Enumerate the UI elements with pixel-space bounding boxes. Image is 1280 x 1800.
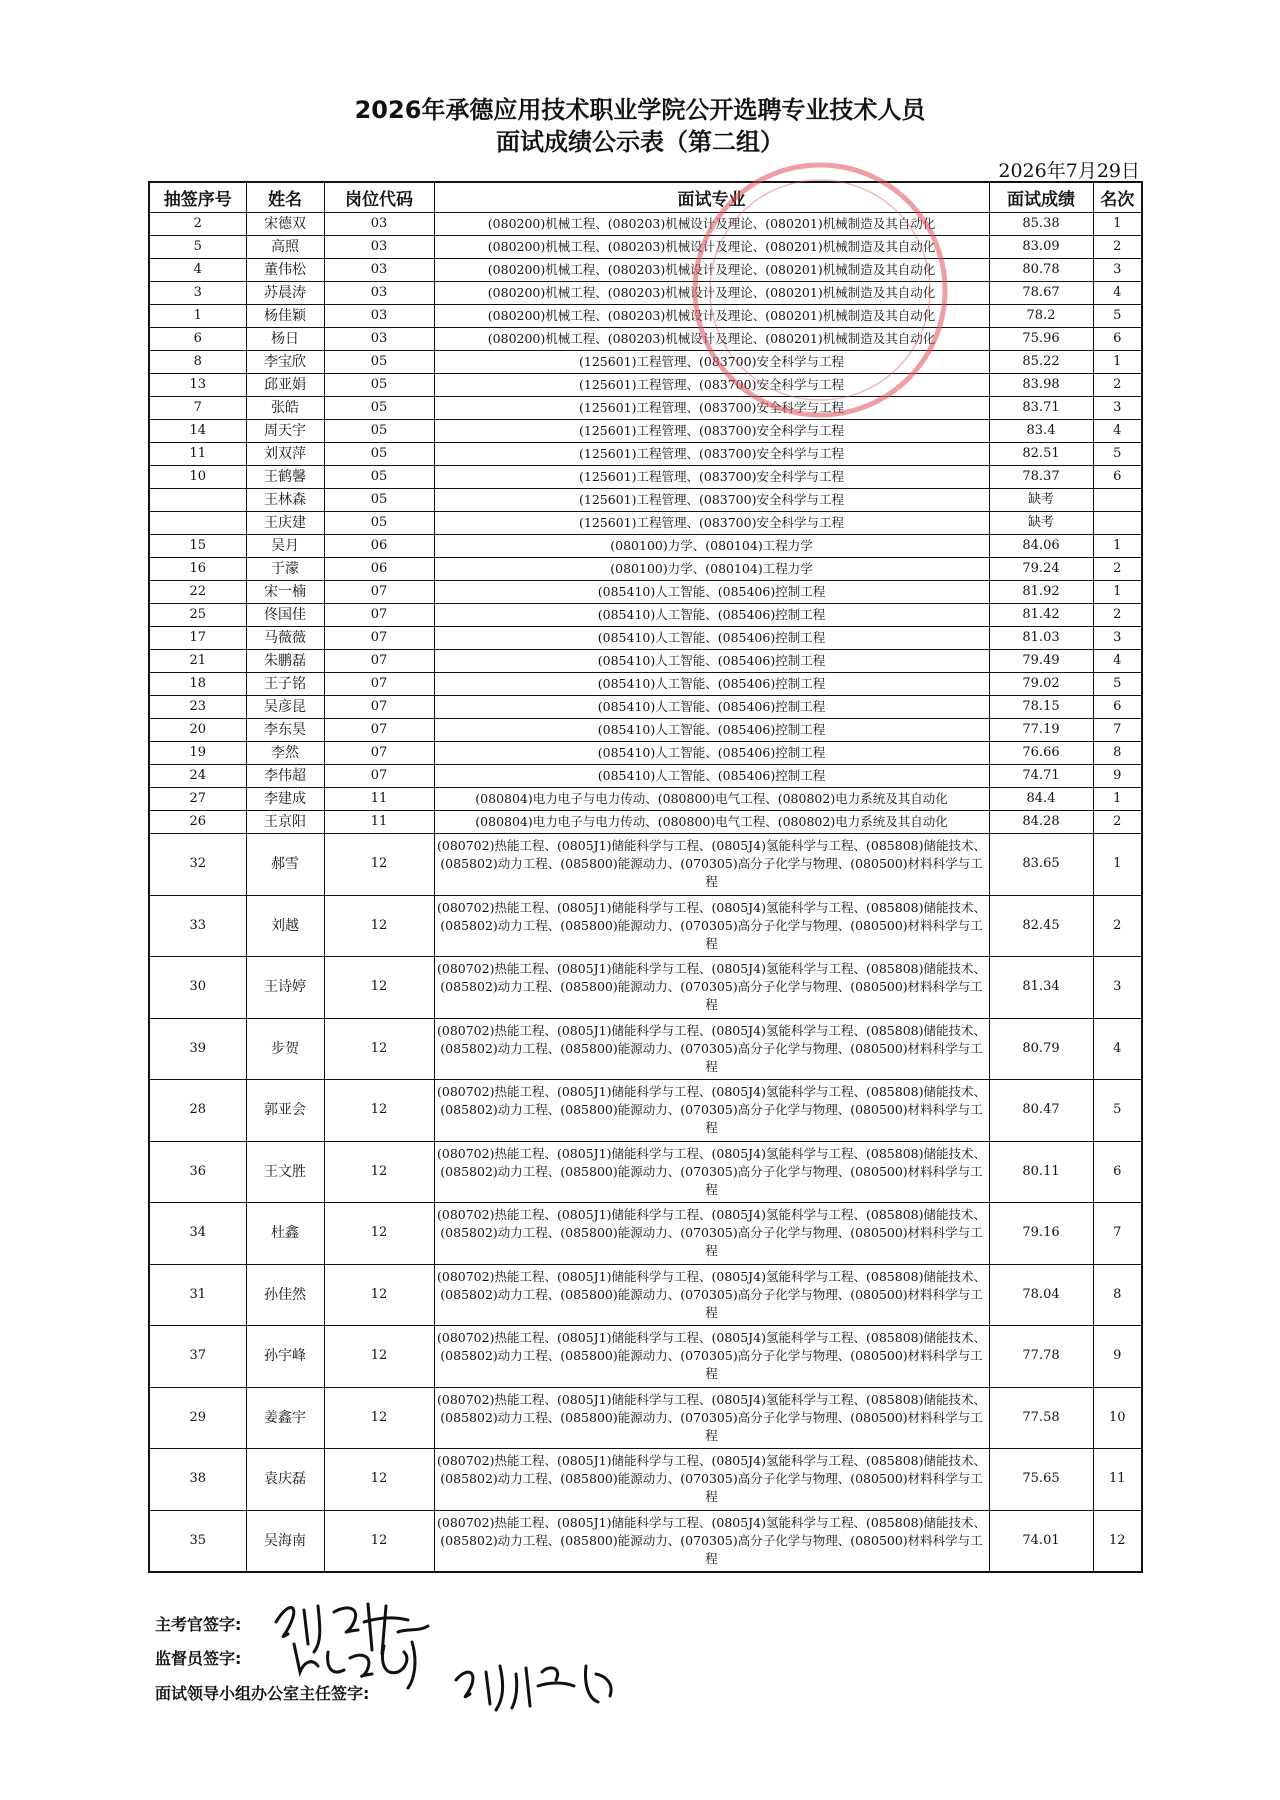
draw-number-cell: 8: [149, 351, 246, 374]
score-cell: 79.16: [989, 1203, 1093, 1265]
table-row: [149, 489, 1142, 512]
post-code-cell: 12: [324, 834, 434, 896]
table-row: [149, 1080, 1142, 1142]
major-cell: (080702)热能工程、(0805J1)储能科学与工程、(0805J4)氢能科学与工程、(085808)储能技术、(085802)动力工程、(085800)能源动力、(070305)高分子化学与物理、(080500)材料科学与工程: [434, 1264, 989, 1326]
major-cell: (080804)电力电子与电力传动、(080800)电气工程、(080802)电力系统及其自动化: [434, 811, 989, 834]
draw-number-cell: 4: [149, 259, 246, 282]
post-code-cell: 03: [324, 328, 434, 351]
draw-number-cell: [149, 512, 246, 535]
office-director-signature: [446, 1650, 626, 1716]
draw-number-cell: 38: [149, 1449, 246, 1511]
score-cell: 77.58: [989, 1387, 1093, 1449]
name-cell: 刘越: [246, 895, 324, 957]
major-cell: (085410)人工智能、(085406)控制工程: [434, 719, 989, 742]
publish-date: 2026年7月29日: [998, 160, 1140, 182]
score-cell: 79.02: [989, 673, 1093, 696]
post-code-cell: 12: [324, 957, 434, 1019]
draw-number-cell: 22: [149, 581, 246, 604]
draw-number-cell: 1: [149, 305, 246, 328]
name-cell: 宋一楠: [246, 581, 324, 604]
post-code-cell: 12: [324, 1387, 434, 1449]
major-cell: (080200)机械工程、(080203)机械设计及理论、(080201)机械制造及其自动化: [434, 282, 989, 305]
major-cell: (125601)工程管理、(083700)安全科学与工程: [434, 443, 989, 466]
name-cell: 张皓: [246, 397, 324, 420]
name-cell: 郭亚会: [246, 1080, 324, 1142]
post-code-cell: 07: [324, 581, 434, 604]
draw-number-cell: 3: [149, 282, 246, 305]
rank-cell: 1: [1093, 535, 1142, 558]
major-cell: (125601)工程管理、(083700)安全科学与工程: [434, 420, 989, 443]
rank-cell: 2: [1093, 811, 1142, 834]
name-cell: 王鹤馨: [246, 466, 324, 489]
rank-cell: 6: [1093, 1141, 1142, 1203]
rank-cell: 4: [1093, 420, 1142, 443]
table-row: [149, 765, 1142, 788]
document-title: 2026年承德应用技术职业学院公开选聘专业技术人员: [354, 96, 926, 124]
post-code-cell: 12: [324, 1326, 434, 1388]
score-cell: 82.51: [989, 443, 1093, 466]
major-cell: (080702)热能工程、(0805J1)储能科学与工程、(0805J4)氢能科学与工程、(085808)储能技术、(085802)动力工程、(085800)能源动力、(070305)高分子化学与物理、(080500)材料科学与工程: [434, 834, 989, 896]
major-cell: (080200)机械工程、(080203)机械设计及理论、(080201)机械制造及其自动化: [434, 236, 989, 259]
post-code-cell: 03: [324, 213, 434, 236]
draw-number-cell: 6: [149, 328, 246, 351]
rank-cell: 3: [1093, 627, 1142, 650]
post-code-cell: 12: [324, 1510, 434, 1572]
rank-cell: 10: [1093, 1387, 1142, 1449]
post-code-cell: 05: [324, 512, 434, 535]
post-code-cell: 06: [324, 535, 434, 558]
score-cell: 80.78: [989, 259, 1093, 282]
major-cell: (080702)热能工程、(0805J1)储能科学与工程、(0805J4)氢能科学与工程、(085808)储能技术、(085802)动力工程、(085800)能源动力、(070305)高分子化学与物理、(080500)材料科学与工程: [434, 1141, 989, 1203]
score-cell: 82.45: [989, 895, 1093, 957]
name-cell: 袁庆磊: [246, 1449, 324, 1511]
post-code-cell: 03: [324, 305, 434, 328]
table-row: [149, 1510, 1142, 1572]
chief-examiner-signature-label: 主考官签字:: [155, 1615, 242, 1634]
table-row: [149, 673, 1142, 696]
post-code-cell: 07: [324, 627, 434, 650]
name-cell: 王子铭: [246, 673, 324, 696]
post-code-cell: 07: [324, 650, 434, 673]
table-body: [149, 213, 1142, 1572]
draw-number-cell: 24: [149, 765, 246, 788]
rank-cell: 2: [1093, 604, 1142, 627]
draw-number-cell: 27: [149, 788, 246, 811]
rank-cell: 2: [1093, 895, 1142, 957]
draw-number-cell: 17: [149, 627, 246, 650]
score-cell: 83.65: [989, 834, 1093, 896]
post-code-cell: 11: [324, 788, 434, 811]
draw-number-cell: 7: [149, 397, 246, 420]
major-cell: (125601)工程管理、(083700)安全科学与工程: [434, 351, 989, 374]
major-cell: (080702)热能工程、(0805J1)储能科学与工程、(0805J4)氢能科学与工程、(085808)储能技术、(085802)动力工程、(085800)能源动力、(070305)高分子化学与物理、(080500)材料科学与工程: [434, 1326, 989, 1388]
table-row: [149, 1018, 1142, 1080]
score-cell: 78.2: [989, 305, 1093, 328]
supervisor-signature: [288, 1632, 438, 1692]
rank-cell: 1: [1093, 213, 1142, 236]
name-cell: 吴月: [246, 535, 324, 558]
name-cell: 高照: [246, 236, 324, 259]
name-cell: 佟国佳: [246, 604, 324, 627]
major-cell: (080100)力学、(080104)工程力学: [434, 535, 989, 558]
score-cell: 81.34: [989, 957, 1093, 1019]
major-cell: (125601)工程管理、(083700)安全科学与工程: [434, 489, 989, 512]
column-header-name: 姓名: [246, 182, 324, 213]
table-row: [149, 236, 1142, 259]
column-header-score: 面试成绩: [989, 182, 1093, 213]
office-director-signature-label: 面试领导小组办公室主任签字:: [155, 1684, 370, 1703]
table-row: [149, 259, 1142, 282]
major-cell: (085410)人工智能、(085406)控制工程: [434, 765, 989, 788]
post-code-cell: 07: [324, 742, 434, 765]
score-cell: 81.42: [989, 604, 1093, 627]
name-cell: 李然: [246, 742, 324, 765]
major-cell: (080200)机械工程、(080203)机械设计及理论、(080201)机械制造及其自动化: [434, 259, 989, 282]
major-cell: (085410)人工智能、(085406)控制工程: [434, 742, 989, 765]
score-cell: 78.15: [989, 696, 1093, 719]
table-row: [149, 1203, 1142, 1265]
score-cell: 83.4: [989, 420, 1093, 443]
name-cell: 王文胜: [246, 1141, 324, 1203]
score-cell: 80.11: [989, 1141, 1093, 1203]
post-code-cell: 11: [324, 811, 434, 834]
score-cell: 78.67: [989, 282, 1093, 305]
table-row: [149, 466, 1142, 489]
score-cell: 83.09: [989, 236, 1093, 259]
name-cell: 王庆建: [246, 512, 324, 535]
rank-cell: 7: [1093, 1203, 1142, 1265]
table-row: [149, 788, 1142, 811]
score-cell: 79.24: [989, 558, 1093, 581]
draw-number-cell: 5: [149, 236, 246, 259]
table-row: [149, 512, 1142, 535]
name-cell: 朱鹏磊: [246, 650, 324, 673]
score-cell: 80.79: [989, 1018, 1093, 1080]
rank-cell: 5: [1093, 1080, 1142, 1142]
draw-number-cell: 11: [149, 443, 246, 466]
rank-cell: 7: [1093, 719, 1142, 742]
rank-cell: [1093, 489, 1142, 512]
table-row: [149, 834, 1142, 896]
table-row: [149, 604, 1142, 627]
rank-cell: 3: [1093, 957, 1142, 1019]
post-code-cell: 05: [324, 489, 434, 512]
table-row: [149, 305, 1142, 328]
draw-number-cell: 20: [149, 719, 246, 742]
post-code-cell: 07: [324, 604, 434, 627]
draw-number-cell: 34: [149, 1203, 246, 1265]
rank-cell: 8: [1093, 1264, 1142, 1326]
score-cell: 84.4: [989, 788, 1093, 811]
name-cell: 孙佳然: [246, 1264, 324, 1326]
rank-cell: 2: [1093, 558, 1142, 581]
post-code-cell: 05: [324, 420, 434, 443]
post-code-cell: 03: [324, 259, 434, 282]
draw-number-cell: 36: [149, 1141, 246, 1203]
name-cell: 王林森: [246, 489, 324, 512]
score-cell: 77.78: [989, 1326, 1093, 1388]
score-cell: 80.47: [989, 1080, 1093, 1142]
score-table: [148, 181, 1143, 1573]
name-cell: 姜鑫宇: [246, 1387, 324, 1449]
rank-cell: 8: [1093, 742, 1142, 765]
score-cell: 75.96: [989, 328, 1093, 351]
major-cell: (080702)热能工程、(0805J1)储能科学与工程、(0805J4)氢能科学与工程、(085808)储能技术、(085802)动力工程、(085800)能源动力、(070305)高分子化学与物理、(080500)材料科学与工程: [434, 1080, 989, 1142]
table-row: [149, 535, 1142, 558]
score-cell: 81.92: [989, 581, 1093, 604]
draw-number-cell: 32: [149, 834, 246, 896]
table-row: [149, 719, 1142, 742]
rank-cell: 4: [1093, 650, 1142, 673]
draw-number-cell: 37: [149, 1326, 246, 1388]
major-cell: (080200)机械工程、(080203)机械设计及理论、(080201)机械制造及其自动化: [434, 305, 989, 328]
rank-cell: 12: [1093, 1510, 1142, 1572]
rank-cell: 2: [1093, 374, 1142, 397]
major-cell: (080702)热能工程、(0805J1)储能科学与工程、(0805J4)氢能科学与工程、(085808)储能技术、(085802)动力工程、(085800)能源动力、(070305)高分子化学与物理、(080500)材料科学与工程: [434, 957, 989, 1019]
draw-number-cell: 31: [149, 1264, 246, 1326]
draw-number-cell: 21: [149, 650, 246, 673]
name-cell: 董伟松: [246, 259, 324, 282]
major-cell: (125601)工程管理、(083700)安全科学与工程: [434, 466, 989, 489]
score-cell: 77.19: [989, 719, 1093, 742]
post-code-cell: 12: [324, 1141, 434, 1203]
post-code-cell: 07: [324, 673, 434, 696]
name-cell: 刘双萍: [246, 443, 324, 466]
major-cell: (125601)工程管理、(083700)安全科学与工程: [434, 512, 989, 535]
name-cell: 杨日: [246, 328, 324, 351]
name-cell: 王诗婷: [246, 957, 324, 1019]
rank-cell: 5: [1093, 673, 1142, 696]
score-cell: 85.38: [989, 213, 1093, 236]
draw-number-cell: 13: [149, 374, 246, 397]
post-code-cell: 12: [324, 1203, 434, 1265]
post-code-cell: 12: [324, 1018, 434, 1080]
table-row: [149, 811, 1142, 834]
post-code-cell: 05: [324, 374, 434, 397]
table-row: [149, 213, 1142, 236]
rank-cell: 6: [1093, 466, 1142, 489]
post-code-cell: 07: [324, 765, 434, 788]
rank-cell: 6: [1093, 328, 1142, 351]
major-cell: (080100)力学、(080104)工程力学: [434, 558, 989, 581]
table-row: [149, 1264, 1142, 1326]
score-cell: 79.49: [989, 650, 1093, 673]
rank-cell: 9: [1093, 765, 1142, 788]
rank-cell: 4: [1093, 282, 1142, 305]
score-cell: 78.37: [989, 466, 1093, 489]
rank-cell: 1: [1093, 351, 1142, 374]
name-cell: 吴彦昆: [246, 696, 324, 719]
draw-number-cell: 15: [149, 535, 246, 558]
name-cell: 邱亚娟: [246, 374, 324, 397]
table-row: [149, 328, 1142, 351]
rank-cell: 5: [1093, 443, 1142, 466]
post-code-cell: 12: [324, 1080, 434, 1142]
rank-cell: 4: [1093, 1018, 1142, 1080]
score-cell: 83.71: [989, 397, 1093, 420]
post-code-cell: 07: [324, 719, 434, 742]
draw-number-cell: 35: [149, 1510, 246, 1572]
name-cell: 马薇薇: [246, 627, 324, 650]
major-cell: (080804)电力电子与电力传动、(080800)电气工程、(080802)电力系统及其自动化: [434, 788, 989, 811]
column-header-major: 面试专业: [434, 182, 989, 213]
table-row: [149, 1326, 1142, 1388]
table-row: [149, 957, 1142, 1019]
name-cell: 杨佳颖: [246, 305, 324, 328]
document-subtitle: 面试成绩公示表（第二组）: [496, 128, 784, 156]
name-cell: 李东昊: [246, 719, 324, 742]
table-row: [149, 742, 1142, 765]
draw-number-cell: 29: [149, 1387, 246, 1449]
major-cell: (080200)机械工程、(080203)机械设计及理论、(080201)机械制造及其自动化: [434, 213, 989, 236]
table-row: [149, 397, 1142, 420]
score-cell: 81.03: [989, 627, 1093, 650]
supervisor-signature-label: 监督员签字:: [155, 1649, 242, 1668]
major-cell: (125601)工程管理、(083700)安全科学与工程: [434, 397, 989, 420]
draw-number-cell: 16: [149, 558, 246, 581]
major-cell: (125601)工程管理、(083700)安全科学与工程: [434, 374, 989, 397]
post-code-cell: 12: [324, 1264, 434, 1326]
post-code-cell: 06: [324, 558, 434, 581]
major-cell: (085410)人工智能、(085406)控制工程: [434, 604, 989, 627]
table-row: [149, 1141, 1142, 1203]
major-cell: (085410)人工智能、(085406)控制工程: [434, 696, 989, 719]
rank-cell: 9: [1093, 1326, 1142, 1388]
post-code-cell: 05: [324, 466, 434, 489]
table-row: [149, 282, 1142, 305]
draw-number-cell: 39: [149, 1018, 246, 1080]
major-cell: (080702)热能工程、(0805J1)储能科学与工程、(0805J4)氢能科学与工程、(085808)储能技术、(085802)动力工程、(085800)能源动力、(070305)高分子化学与物理、(080500)材料科学与工程: [434, 1387, 989, 1449]
draw-number-cell: 19: [149, 742, 246, 765]
post-code-cell: 03: [324, 236, 434, 259]
name-cell: 吴海南: [246, 1510, 324, 1572]
table-row: [149, 895, 1142, 957]
draw-number-cell: 26: [149, 811, 246, 834]
table-row: [149, 1449, 1142, 1511]
name-cell: 苏晨涛: [246, 282, 324, 305]
draw-number-cell: 18: [149, 673, 246, 696]
draw-number-cell: 33: [149, 895, 246, 957]
name-cell: 王京阳: [246, 811, 324, 834]
name-cell: 李伟超: [246, 765, 324, 788]
major-cell: (080702)热能工程、(0805J1)储能科学与工程、(0805J4)氢能科学与工程、(085808)储能技术、(085802)动力工程、(085800)能源动力、(070305)高分子化学与物理、(080500)材料科学与工程: [434, 1203, 989, 1265]
column-header-draw-number: 抽签序号: [149, 182, 246, 213]
name-cell: 杜鑫: [246, 1203, 324, 1265]
major-cell: (080702)热能工程、(0805J1)储能科学与工程、(0805J4)氢能科学与工程、(085808)储能技术、(085802)动力工程、(085800)能源动力、(070305)高分子化学与物理、(080500)材料科学与工程: [434, 1449, 989, 1511]
post-code-cell: 05: [324, 397, 434, 420]
post-code-cell: 05: [324, 443, 434, 466]
major-cell: (085410)人工智能、(085406)控制工程: [434, 673, 989, 696]
rank-cell: [1093, 512, 1142, 535]
major-cell: (080702)热能工程、(0805J1)储能科学与工程、(0805J4)氢能科学与工程、(085808)储能技术、(085802)动力工程、(085800)能源动力、(070305)高分子化学与物理、(080500)材料科学与工程: [434, 1510, 989, 1572]
rank-cell: 3: [1093, 259, 1142, 282]
table-row: [149, 650, 1142, 673]
post-code-cell: 12: [324, 1449, 434, 1511]
table-row: [149, 581, 1142, 604]
score-cell: 83.98: [989, 374, 1093, 397]
major-cell: (085410)人工智能、(085406)控制工程: [434, 650, 989, 673]
score-cell: 85.22: [989, 351, 1093, 374]
rank-cell: 11: [1093, 1449, 1142, 1511]
column-header-post-code: 岗位代码: [324, 182, 434, 213]
table-row: [149, 627, 1142, 650]
draw-number-cell: 30: [149, 957, 246, 1019]
table-row: [149, 351, 1142, 374]
rank-cell: 3: [1093, 397, 1142, 420]
draw-number-cell: 14: [149, 420, 246, 443]
table-row: [149, 558, 1142, 581]
draw-number-cell: 23: [149, 696, 246, 719]
name-cell: 宋德双: [246, 213, 324, 236]
name-cell: 孙宇峰: [246, 1326, 324, 1388]
draw-number-cell: 28: [149, 1080, 246, 1142]
score-cell: 74.01: [989, 1510, 1093, 1572]
rank-cell: 1: [1093, 581, 1142, 604]
draw-number-cell: 25: [149, 604, 246, 627]
table-row: [149, 374, 1142, 397]
score-cell: 缺考: [989, 512, 1093, 535]
name-cell: 李建成: [246, 788, 324, 811]
draw-number-cell: 10: [149, 466, 246, 489]
rank-cell: 6: [1093, 696, 1142, 719]
table-row: [149, 443, 1142, 466]
table-header-row: [149, 182, 1142, 213]
post-code-cell: 05: [324, 351, 434, 374]
score-cell: 78.04: [989, 1264, 1093, 1326]
major-cell: (080702)热能工程、(0805J1)储能科学与工程、(0805J4)氢能科学与工程、(085808)储能技术、(085802)动力工程、(085800)能源动力、(070305)高分子化学与物理、(080500)材料科学与工程: [434, 895, 989, 957]
rank-cell: 1: [1093, 834, 1142, 896]
table-row: [149, 420, 1142, 443]
column-header-rank: 名次: [1093, 182, 1142, 213]
draw-number-cell: [149, 489, 246, 512]
post-code-cell: 03: [324, 282, 434, 305]
post-code-cell: 12: [324, 895, 434, 957]
rank-cell: 5: [1093, 305, 1142, 328]
name-cell: 周天宇: [246, 420, 324, 443]
table-row: [149, 696, 1142, 719]
table-row: [149, 1387, 1142, 1449]
draw-number-cell: 2: [149, 213, 246, 236]
score-cell: 74.71: [989, 765, 1093, 788]
name-cell: 步贺: [246, 1018, 324, 1080]
major-cell: (085410)人工智能、(085406)控制工程: [434, 581, 989, 604]
post-code-cell: 07: [324, 696, 434, 719]
name-cell: 于濛: [246, 558, 324, 581]
score-cell: 84.06: [989, 535, 1093, 558]
major-cell: (085410)人工智能、(085406)控制工程: [434, 627, 989, 650]
major-cell: (080702)热能工程、(0805J1)储能科学与工程、(0805J4)氢能科学与工程、(085808)储能技术、(085802)动力工程、(085800)能源动力、(070305)高分子化学与物理、(080500)材料科学与工程: [434, 1018, 989, 1080]
score-cell: 缺考: [989, 489, 1093, 512]
name-cell: 郝雪: [246, 834, 324, 896]
score-cell: 84.28: [989, 811, 1093, 834]
rank-cell: 1: [1093, 788, 1142, 811]
score-cell: 75.65: [989, 1449, 1093, 1511]
score-cell: 76.66: [989, 742, 1093, 765]
name-cell: 李宝欣: [246, 351, 324, 374]
major-cell: (080200)机械工程、(080203)机械设计及理论、(080201)机械制造及其自动化: [434, 328, 989, 351]
rank-cell: 2: [1093, 236, 1142, 259]
